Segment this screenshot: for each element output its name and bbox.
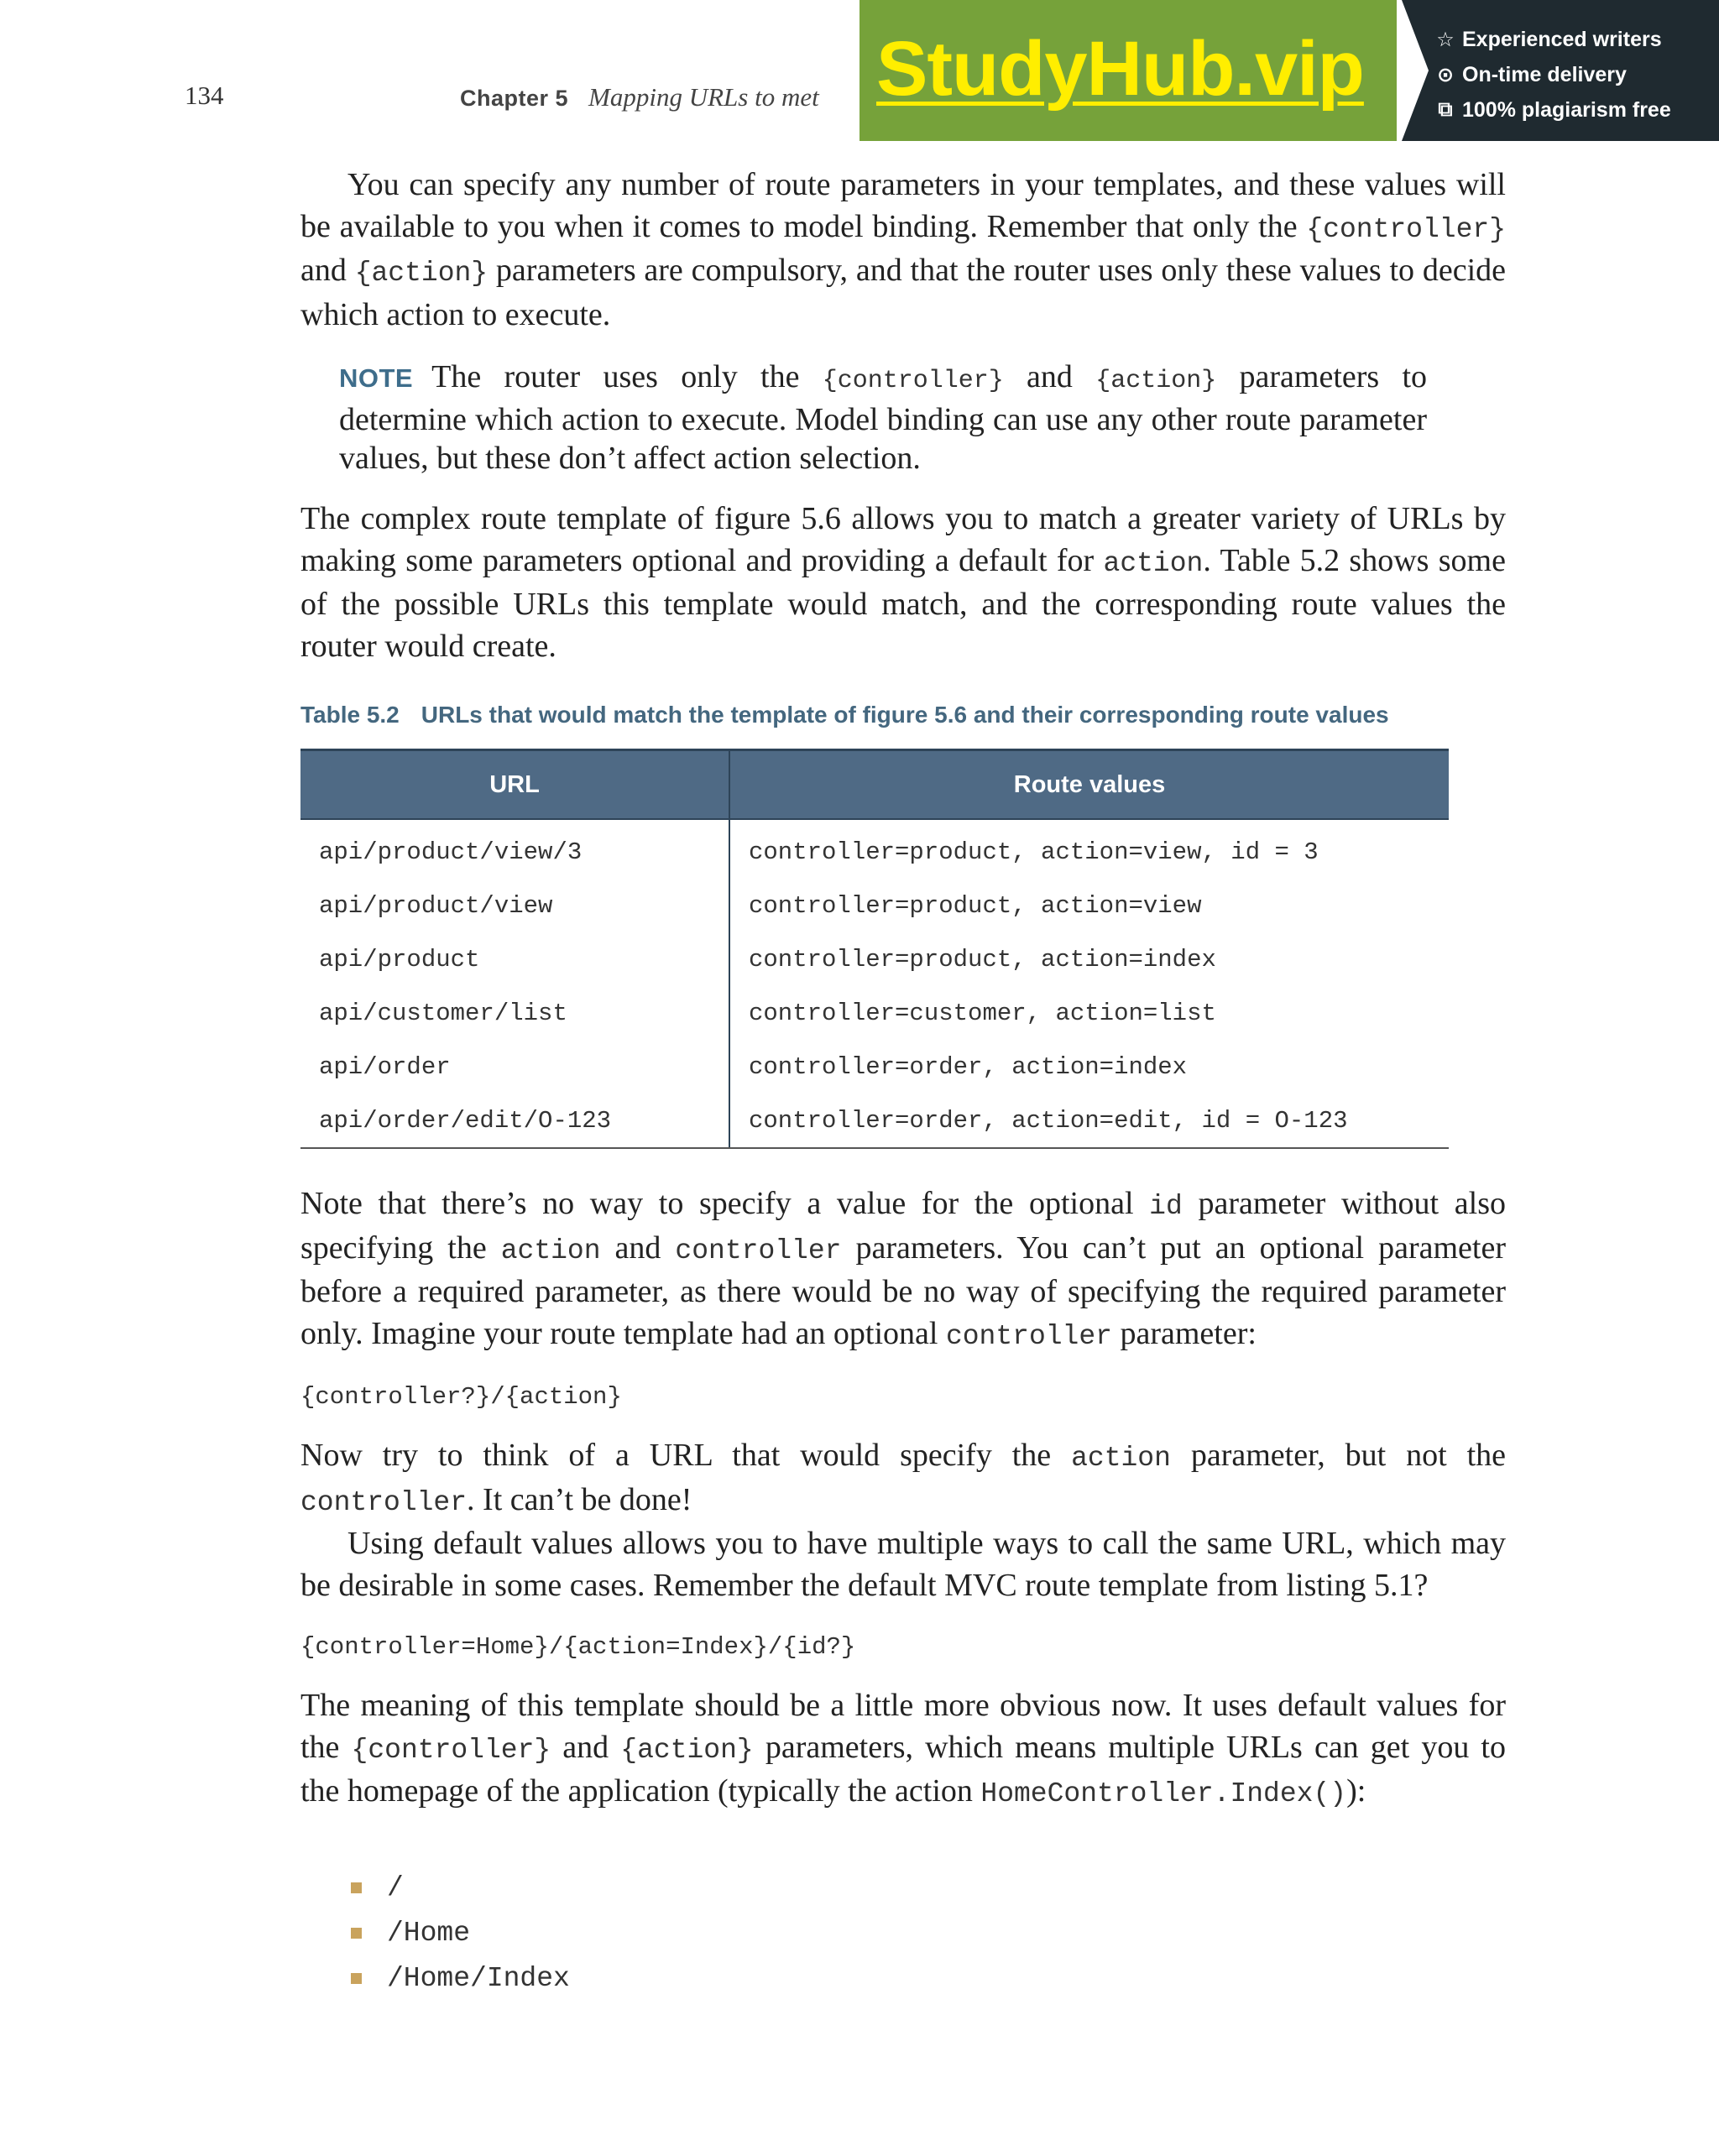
route-values-cell: controller=product, action=index [749, 945, 1216, 974]
feature-label: On-time delivery [1462, 62, 1627, 86]
chapter-title: Mapping URLs to met [588, 82, 819, 112]
banner-brand-area [860, 0, 1397, 141]
code-action: action [1071, 1443, 1171, 1474]
table-row [300, 819, 1449, 879]
bullet-square-icon [351, 1928, 362, 1939]
table-number: Table 5.2 [300, 702, 400, 728]
code-controller: controller [945, 1320, 1112, 1352]
code-controller: {controller} [1306, 213, 1506, 245]
url-cell: api/order/edit/O-123 [300, 1094, 729, 1148]
page-number: 134 [185, 81, 224, 110]
code-home-index: HomeController.Index() [980, 1778, 1347, 1809]
column-header-route-values: Route values [729, 750, 1449, 820]
paragraph-default-values: Using default values allows you to have multiple ways to call the same URL, which may be desirable in some cases. Remember the default MVC route template from listing 5.1? [300, 1526, 1506, 1603]
note-callout: NOTE The router uses only the {controller} and {action} parameters to determine which action to execute. Model binding can use any other route parameter values, but these don’t affect action selection. [339, 359, 1428, 476]
url-cell: api/product [300, 932, 729, 986]
table-caption [300, 702, 1389, 728]
url-cell: api/product/view [300, 879, 729, 932]
feature-item [1434, 57, 1671, 92]
code-action: {action} [1095, 367, 1217, 395]
paragraph-route-params: You can specify any number of route parameters in your templates, and these values will be available to you when it comes to model binding. Remember that only the {controller} and {action} parameters are compulsory, and that the router uses only these values to decide which action to execute. [300, 167, 1506, 332]
route-values-cell: controller=order, action=edit, id = O-123 [729, 1094, 1449, 1148]
table-caption-text: URLs that would match the template of figure 5.6 and their corresponding route values [421, 702, 1389, 728]
paragraph-optional-id: Note that there’s no way to specify a value for the optional id parameter without also specifying the action and controller parameters. You can’t put an optional parameter before a required parameter, as there would be no way of specifying the required parameter only. Imagine your route template had an optional controller parameter: [300, 1186, 1506, 1352]
bullet-square-icon [351, 1882, 362, 1893]
feature-item [1434, 22, 1671, 57]
route-values-table [300, 749, 1449, 1149]
column-header-url: URL [300, 750, 729, 820]
paragraph-cant-be-done: Now try to think of a URL that would specify the action parameter, but not the controller. It can’t be done! Using default values allows you to have multiple ways to call the same URL, which may be desirable in some cases. Remember the default MVC route template from listing 5.1? [300, 1435, 1506, 1606]
list-item: / [351, 1865, 570, 1910]
url-cell: api/order [300, 1040, 729, 1094]
code-controller: {controller} [351, 1734, 551, 1766]
code-id: id [1149, 1191, 1183, 1222]
url-cell: api/customer/list [300, 986, 729, 1040]
route-values-cell: controller=customer, action=list [749, 999, 1216, 1027]
code-action: {action} [620, 1734, 754, 1766]
code-block-optional-controller: {controller?}/{action} [300, 1383, 622, 1411]
feature-list [1434, 22, 1671, 128]
chapter-label: Chapter 5 [460, 86, 569, 111]
table-row [300, 879, 1449, 932]
copy-icon: ⧉ [1438, 98, 1453, 121]
note-label: NOTE [339, 363, 414, 393]
url-cell: api/product/view/3 [300, 819, 729, 879]
feature-item [1434, 92, 1671, 128]
code-block-default-template: {controller=Home}/{action=Index}/{id?} [300, 1633, 856, 1661]
code-action: {action} [354, 258, 489, 289]
code-controller: controller [675, 1235, 842, 1266]
table-row [300, 1040, 1449, 1094]
route-values-cell: controller=product, action=view [749, 891, 1202, 920]
table-row [300, 1094, 1449, 1148]
code-controller: controller [300, 1486, 468, 1518]
code-action: action [1103, 547, 1204, 579]
table-row [300, 932, 1449, 986]
star-icon: ☆ [1436, 28, 1455, 51]
running-head [460, 82, 819, 112]
route-values-cell: controller=product, action=view, id = 3 [749, 838, 1319, 866]
paragraph-template-meaning: The meaning of this template should be a little more obvious now. It uses default values for the {controller} and {action} parameters, which means multiple URLs can get you to the homepage of the application (typically the action HomeController.Index()): [300, 1688, 1506, 1809]
list-item: /Home/Index [351, 1955, 570, 2001]
code-action: action [500, 1235, 601, 1266]
ad-banner[interactable] [860, 0, 1719, 141]
route-values-cell: controller=order, action=index [749, 1052, 1188, 1081]
paragraph-complex-template: The complex route template of figure 5.6 allows you to match a greater variety of URLs by making some parameters optional and providing a default for action. Table 5.2 shows some of the possible URLs this template would match, and the corresponding route values the router would create. [300, 501, 1506, 664]
code-controller: {controller} [822, 367, 1004, 395]
feature-label: 100% plagiarism free [1462, 97, 1671, 122]
bullet-square-icon [351, 1973, 362, 1984]
table-row [300, 986, 1449, 1040]
brand-logo[interactable]: StudyHub.vip [876, 26, 1364, 112]
feature-label: Experienced writers [1462, 27, 1662, 51]
list-item: /Home [351, 1910, 570, 1955]
clock-icon: ⊙ [1436, 63, 1455, 86]
url-bullet-list [351, 1865, 570, 2001]
